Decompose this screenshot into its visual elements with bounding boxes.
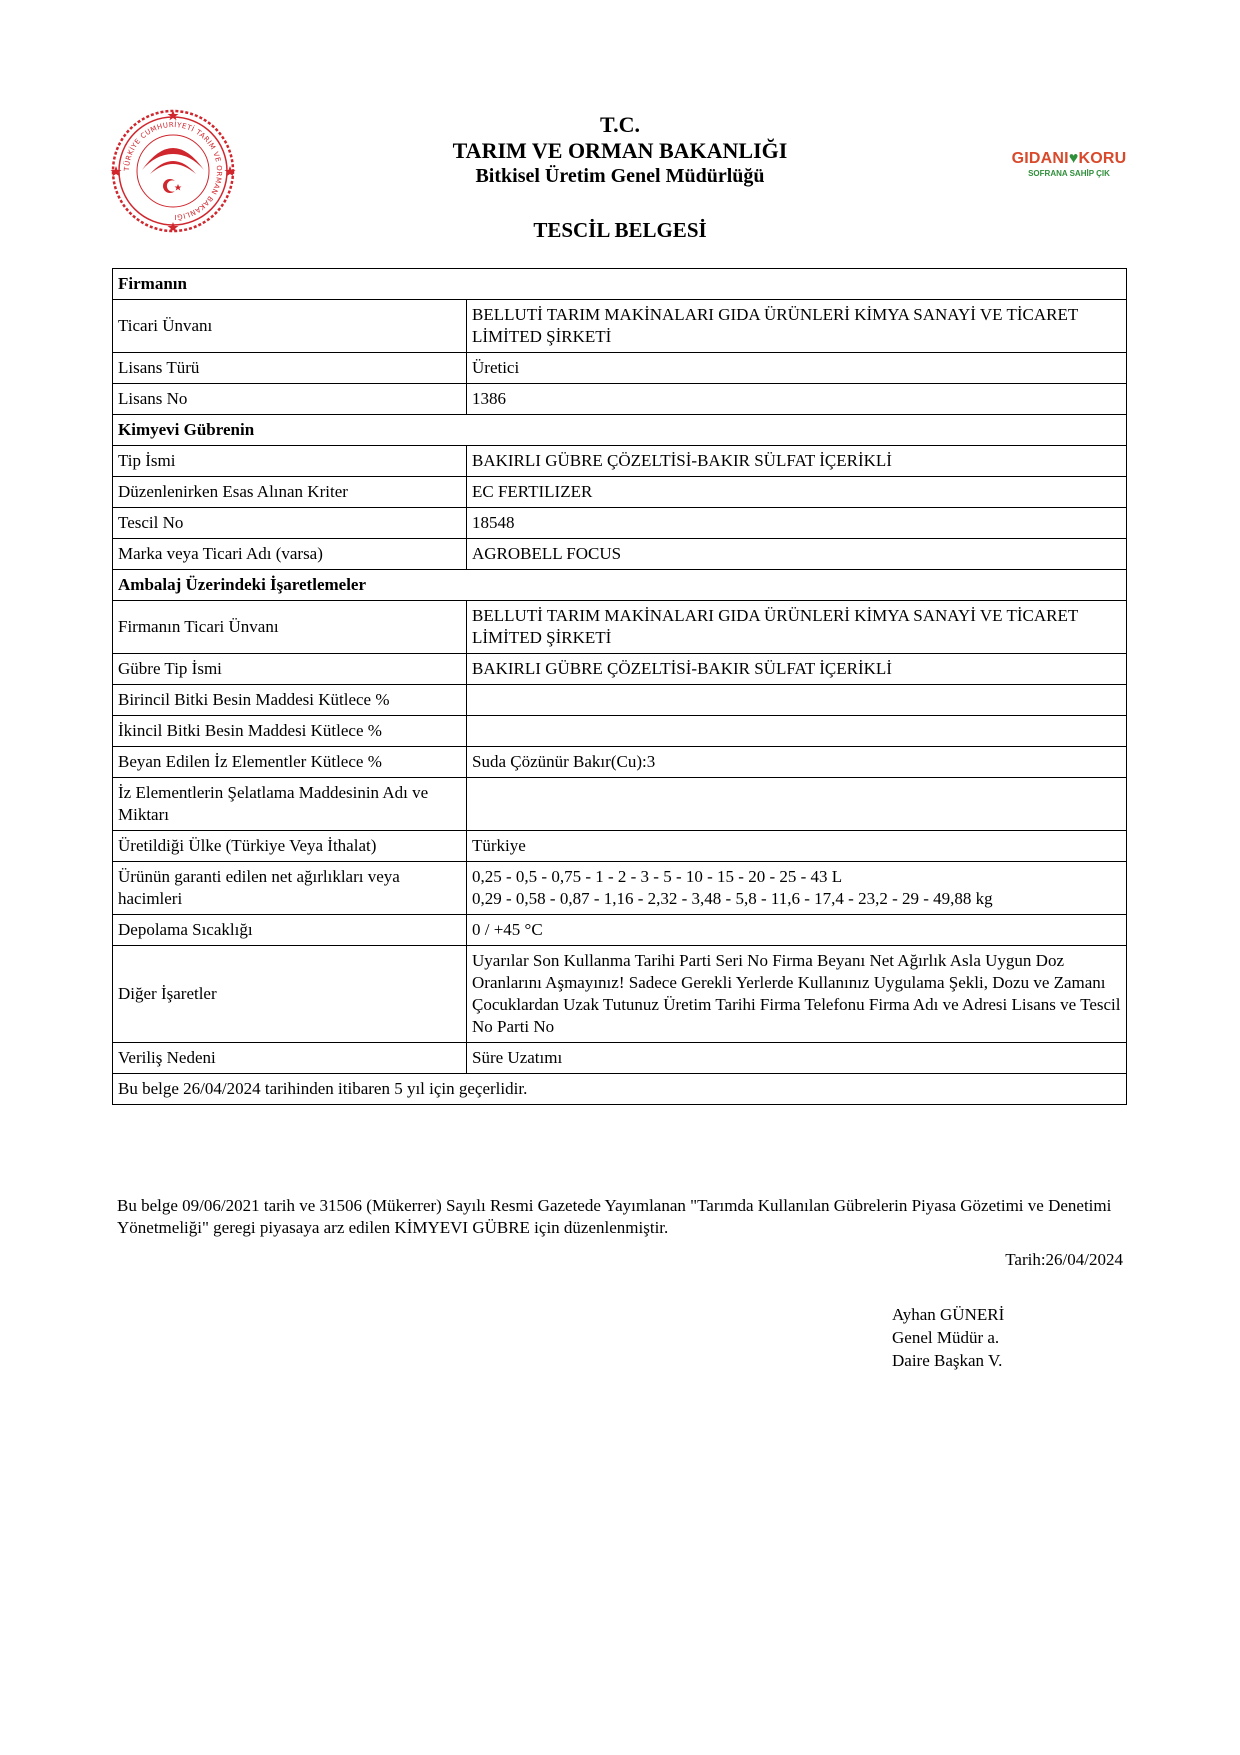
table-row — [113, 446, 1127, 477]
validity-row — [113, 1074, 1127, 1105]
row-label: Veriliş Nedeni — [113, 1043, 467, 1074]
row-label: Lisans Türü — [113, 353, 467, 384]
row-label: Birincil Bitki Besin Maddesi Kütlece % — [113, 685, 467, 716]
row-value: Uyarılar Son Kullanma Tarihi Parti Seri No Firma Beyanı Net Ağırlık Asla Uygun Doz Oranlarını Aşmayınız! Sadece Gerekli Yerlerde Kullanınız Uygulama Şekli, Dozu ve Zamanı Çocuklardan Uzak Tutunuz Üretim Tarihi Firma Telefonu Firma Adı ve Adresi Lisans ve Tescil No Parti No — [467, 946, 1127, 1043]
header-country: T.C. — [600, 112, 640, 137]
row-value: Suda Çözünür Bakır(Cu):3 — [467, 747, 1127, 778]
row-value: BELLUTİ TARIM MAKİNALARI GIDA ÜRÜNLERİ KİMYA SANAYİ VE TİCARET LİMİTED ŞİRKETİ — [467, 300, 1127, 353]
table-row — [113, 915, 1127, 946]
row-label: Lisans No — [113, 384, 467, 415]
signatory-name: Ayhan GÜNERİ — [892, 1305, 1005, 1324]
header-directorate: Bitkisel Üretim Genel Müdürlüğü — [475, 165, 765, 187]
row-value: 0 / +45 °C — [467, 915, 1127, 946]
row-label: Tescil No — [113, 508, 467, 539]
row-label: İkincil Bitki Besin Maddesi Kütlece % — [113, 716, 467, 747]
row-value — [467, 716, 1127, 747]
row-value — [467, 778, 1127, 831]
signature-block — [892, 1303, 1004, 1372]
row-value: Türkiye — [467, 831, 1127, 862]
table-row — [113, 747, 1127, 778]
row-value: 1386 — [467, 384, 1127, 415]
row-label: Tip İsmi — [113, 446, 467, 477]
seal-text: TÜRKİYE CUMHURİYETİ TARIM VE ORMAN BAKANLIĞI — [122, 120, 224, 222]
table-row — [113, 601, 1127, 654]
row-value — [467, 685, 1127, 716]
document-header — [380, 112, 860, 188]
row-value: EC FERTILIZER — [467, 477, 1127, 508]
validity-text: Bu belge 26/04/2024 tarihinden itibaren 5 yıl için geçerlidir. — [113, 1074, 1127, 1105]
section-row-packaging — [113, 570, 1127, 601]
table-row — [113, 477, 1127, 508]
brand-logo — [1004, 150, 1134, 178]
registration-table — [112, 268, 1127, 1105]
section-row-fertilizer — [113, 415, 1127, 446]
signatory-title: Genel Müdür a. — [892, 1328, 1000, 1347]
section-heading: Kimyevi Gübrenin — [113, 415, 1127, 446]
row-label: Üretildiği Ülke (Türkiye Veya İthalat) — [113, 831, 467, 862]
table-row — [113, 508, 1127, 539]
ministry-seal-logo — [110, 108, 236, 234]
net-volumes: 0,25 - 0,5 - 0,75 - 1 - 2 - 3 - 5 - 10 - 15 - 20 - 25 - 43 L — [472, 867, 843, 886]
table-row — [113, 831, 1127, 862]
row-label: Ürünün garanti edilen net ağırlıkları veya hacimleri — [113, 862, 467, 915]
row-value: BAKIRLI GÜBRE ÇÖZELTİSİ-BAKIR SÜLFAT İÇERİKLİ — [467, 654, 1127, 685]
row-value: Üretici — [467, 353, 1127, 384]
row-label: Gübre Tip İsmi — [113, 654, 467, 685]
row-label: İz Elementlerin Şelatlama Maddesinin Adı ve Miktarı — [113, 778, 467, 831]
brand-tagline: SOFRANA SAHİP ÇIK — [1028, 169, 1110, 178]
table-row — [113, 353, 1127, 384]
table-row — [113, 946, 1127, 1043]
legal-note: Bu belge 09/06/2021 tarih ve 31506 (Mükerrer) Sayılı Resmi Gazetede Yayımlanan "Tarımda Kullanılan Gübrelerin Piyasa Gözetimi ve Denetimi Yönetmeliği" geregi piyasaya arz edilen KİMYEVI GÜBRE için düzenlenmiştir. — [117, 1196, 1112, 1237]
row-label: Marka veya Ticari Adı (varsa) — [113, 539, 467, 570]
issue-date: Tarih:26/04/2024 — [1005, 1250, 1123, 1269]
page-title: TESCİL BELGESİ — [533, 218, 707, 242]
net-weights: 0,29 - 0,58 - 0,87 - 1,16 - 2,32 - 3,48 - 5,8 - 11,6 - 17,4 - 23,2 - 29 - 49,88 kg — [472, 889, 993, 908]
row-value: BELLUTİ TARIM MAKİNALARI GIDA ÜRÜNLERİ KİMYA SANAYİ VE TİCARET LİMİTED ŞİRKETİ — [467, 601, 1127, 654]
row-value: BAKIRLI GÜBRE ÇÖZELTİSİ-BAKIR SÜLFAT İÇERİKLİ — [467, 446, 1127, 477]
section-heading: Firmanın — [113, 269, 1127, 300]
row-label: Diğer İşaretler — [113, 946, 467, 1043]
row-value — [467, 862, 1127, 915]
row-label: Düzenlenirken Esas Alınan Kriter — [113, 477, 467, 508]
row-value: AGROBELL FOCUS — [467, 539, 1127, 570]
row-label: Depolama Sıcaklığı — [113, 915, 467, 946]
row-value: 18548 — [467, 508, 1127, 539]
table-row — [113, 1043, 1127, 1074]
row-label: Beyan Edilen İz Elementler Kütlece % — [113, 747, 467, 778]
brand-name: GIDANI♥KORU — [1011, 150, 1127, 167]
table-row — [113, 862, 1127, 915]
table-row — [113, 654, 1127, 685]
table-row — [113, 778, 1127, 831]
signatory-title-2: Daire Başkan V. — [892, 1351, 1003, 1370]
section-row-firm — [113, 269, 1127, 300]
row-label: Firmanın Ticari Ünvanı — [113, 601, 467, 654]
table-row — [113, 539, 1127, 570]
table-row — [113, 716, 1127, 747]
row-value: Süre Uzatımı — [467, 1043, 1127, 1074]
section-heading: Ambalaj Üzerindeki İşaretlemeler — [113, 570, 1127, 601]
table-row — [113, 685, 1127, 716]
header-ministry: TARIM VE ORMAN BAKANLIĞI — [452, 138, 788, 163]
table-row — [113, 300, 1127, 353]
row-label: Ticari Ünvanı — [113, 300, 467, 353]
table-row — [113, 384, 1127, 415]
